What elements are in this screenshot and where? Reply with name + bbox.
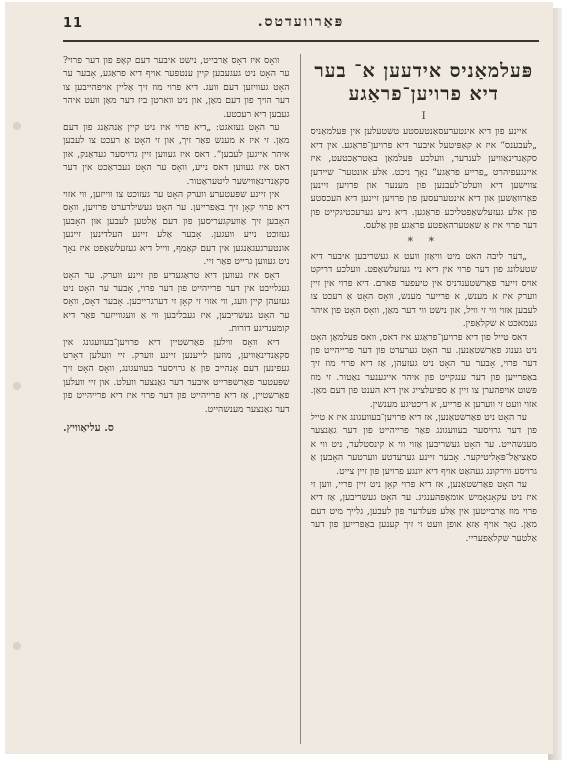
author-signature: ס. עליאַוויץ.	[63, 421, 114, 434]
binding-hole	[13, 122, 21, 130]
binding-hole	[13, 642, 21, 650]
binding-hole	[13, 382, 21, 390]
running-title: פּאַרוועדטס.	[257, 14, 345, 30]
paragraph: אין זיינע שפּעטערע ווערק האָט ער געזוכט צו ווייזען, ווי אזוי דיא פרוי קאָן זיך באַפרייען. ער האָט געשילדערט פרויען, וואָס האָבען זיך אַוועקגעריסען פון דעם אַלטען לעבען און האָבען געזוכט נייע וועגען. אָבער אַלע זיינע העלדינען זיינען אונטערגעגאַנגען אין דעם קאַמף, ווייל דיא געזעלשאַפט איז נאָך ניט געווען גרייט פאַר זיי.	[63, 189, 290, 268]
paragraph: „דער ליבה האט מיט וויאַזן וועט א געשריבען איבער דיא שטעלונג פון דער פרוי אין דיא ניי געזעלשאַפט. וועלכע דריקט אויס זייער פאַרשטענדניס אין טיעפער פארם. דיא פרוי אין זיין ווערק איז א מענש, א פרייער מענש, וואָס האָט אַ רעכט צו לעבען אזוי ווי זי וויל, און נישט ווי דער מאַן, וואָס האָט פון איהר געמאכט א שקלאַפין.	[310, 251, 537, 330]
magazine-page	[5, 2, 553, 754]
paragraph: איינע פון דיא אינטערעסאַנטעסטע טשטעלען אין פּעלמאַניס „לעבענס“ איז א קאַפּיטעל איבער דיא פרויען־פראַגע. אין דיא סקאַנדינאַוויען לענדער, וועלכע פּעלמאַן באַטראַכטעט, איז איינגעפיהרט „פרייע פראַגע“ נאָך ניכט. אלע אונטער־ שיידען צווישען דיא וועלט־לעבנען פון מענער און פרויען זיינען פאַרוואַשען און דיא אינטערעסען פון פרויען זיינען דיא העכסטע פון אלע געזעלשאַפטליכע פראַגען. דיא נייע גערעכטיגקייט פון דער פרוי איז אַ שאַטערהאַפטע פראַגע פון אַלעס.	[310, 126, 537, 232]
article-title: פּעלמאַניס אידעען א־ בער דיא פרויען־פראַגע	[314, 60, 534, 105]
page-number: 11	[63, 16, 84, 31]
header-rule	[63, 40, 539, 42]
right-column	[311, 54, 538, 744]
column-divider	[300, 54, 301, 744]
paragraph: דיא וואָס ווילען פאַרשטיין דיא פרויען־בעוועגונג אין סקאַנדינאַוויען, מוזען לייענען זיינע ווערק. זיי וועלען דאָרט געפינען דעם אָנהייב פון אַ גרויסער בעוועגונג, וואָס האָט זיך שפּעטער פאַרשפּרייט איבער דער גאַנצער וועלט. און זיי וועלען פאַרשטיין, אַז דיא פרייהייט פון דער פרוי איז דיא פרייהייט פון דער גאַנצער מענשהייט.	[63, 336, 290, 415]
paragraph: דאָס איז געווען דיא טראַגעדיע פון זיינע ווערק. ער האָט געגלייבט אין דער פרייהייט פון דער פרוי, אָבער ער האָט ניט געזעהן קיין וועג, ווי אזוי זי קאָן זי דערגרייכען. אָבער דאָס, וואָס ער האָט געשריבען, איז געבליבען ווי אַ וועגווייזער פאַר דיא קומענדיגע דורות.	[63, 269, 290, 335]
section-number: I	[421, 111, 426, 122]
text-columns	[63, 54, 537, 744]
paragraph: ער האָט פאַרשטאַנען, אז דיא פרוי קאָן ניט זיין פריי, ווען זי איז ניט עקאָנאָמיש אומאָפּהענגיג. ער האָט געשריבען, אַז דיא פרוי מוז אַרבייטען אין אַלע פעלדער פון לעבען, גלייך מיט דעם מאַן. נאָר אויף אַזאַ אופן וועט זי זיך קענען באַפרייען פון דער אַלטער שקלאַפעריי.	[310, 478, 537, 544]
paragraph: ער האָט געזאגט: „דיא פרוי איז ניט קיין אַנהאַנג פון דעם מאַן. זי איז א מענש פאַר זיך, און זי האָט אַ רעכט צו לעבען איהר אייגען לעבען“. דאס איז געווען זיין גרויסער געדאַנק, און דאס איז געווען דאס נייע, וואָס ער האָט געבראַכט אין דער סקאַנדינאַווישער ליטעראַטור.	[63, 122, 290, 187]
section-break-stars: * *	[407, 234, 440, 248]
paragraph: ער האָט ניט פאַרשטאַנען, אז דיא פרויען־בעוועגונג איז א טייל פון דער גרויסער בעוועגונג פאַר פרייהייט פון דער גאַנצער מענשהייט. ער האָט געשריבען אַזוי ווי א קינסטלער, ניט ווי א סאַציאַל־פּאָליטיקער. אָבער זיינע גערעדטע ווערטער האָבען אַ גרויסע ווירקונג געהאַט אויף דיא יונגע פרויען פון זיין צייט.	[310, 411, 537, 477]
left-column	[63, 54, 290, 744]
paragraph: וואָס איז דאָס אַרבייט, נישט איבער דעם קאָפּ פון דער פרוי? ער האָט ניט געגעבען קיין ענטפער אויף דיא פראַגע, אָבער ער האָט געוויזען דעם וועג. דיא פרוי מוז זיך אַליין אויפהייבען צו דער הויך פון דעם מאַן, און ניט ווארטן ביז דער מאַן וועט איהר געבען דיא רעכטע.	[63, 55, 290, 120]
paragraph: דאס טייל פון דיא פרויען־פראַגע איז דאס, וואס פעלמאַן האָט ניט גענוג פאַרשטאַנען. ער האָט גערעדט פון דער פרייהייט פון דער פרוי, אָבער ער האָט ניט געזעהן, אַז דיא פרוי מוז זיך באַפרייען פון דער ענגקייט פון איהר אייגענער נאַטור. זי מוז פּשוט אויפהערן צו זיין אַ ספּיעלצייג אין דיא הענט פון דעם מאַן. אזוי וועט זי ווערען א פרייע, א ריכטיגע מענשין.	[310, 331, 537, 410]
